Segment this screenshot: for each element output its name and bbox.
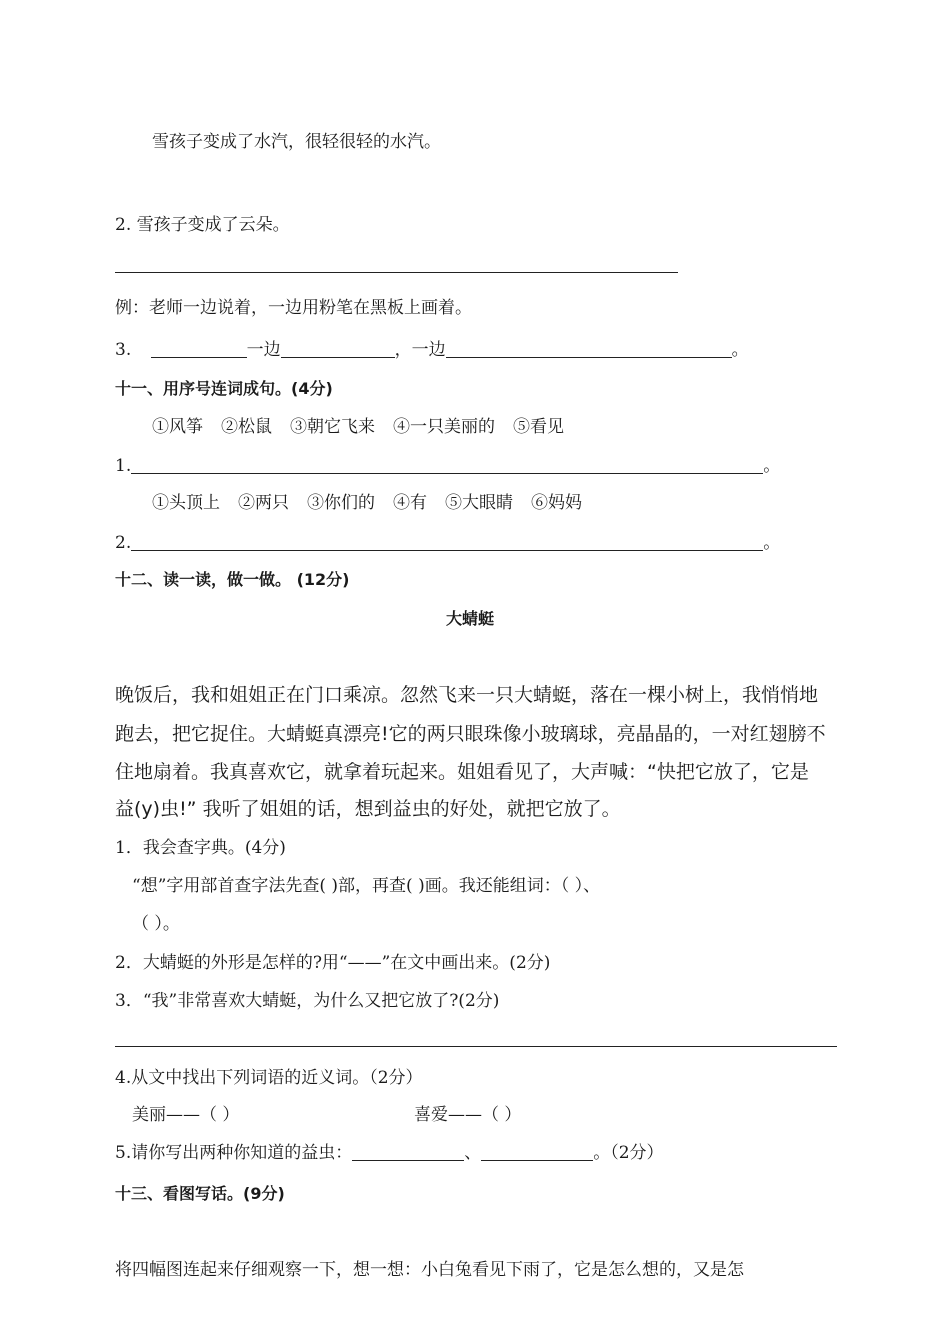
period: 。 <box>763 533 781 553</box>
passage-line: 跑去，把它捉住。大蜻蜓真漂亮!它的两只眼珠像小玻璃球，亮晶晶的，一对红翅膀不 <box>115 723 826 745</box>
section-13-title: 十三、看图写话。(9分) <box>115 1184 285 1203</box>
passage-line: 住地扇着。我真喜欢它，就拿着玩起来。姐姐看见了，大声喊：“快把它放了，它是 <box>115 761 809 783</box>
option: ④有 <box>393 493 427 513</box>
option: ⑥妈妈 <box>531 493 582 513</box>
word-yibian: 一边 <box>246 340 281 360</box>
blank[interactable] <box>131 455 763 474</box>
synonym-item-beautiful: 美丽——（ ） <box>132 1105 240 1125</box>
question-1-line-1: “想”字用部首查字法先查( )部，再查( )画。我还能组词：（ ）、 <box>132 876 601 896</box>
question-5-beneficial-insects <box>115 1142 664 1164</box>
passage-line: 晚饭后，我和姐姐正在门口乘凉。忽然飞来一只大蜻蜓，落在一棵小树上，我悄悄地 <box>115 684 819 706</box>
word-yibian: ，一边 <box>394 340 446 360</box>
sentence-water-vapor: 雪孩子变成了水汽，很轻很轻的水汽。 <box>152 132 441 152</box>
period: 。 <box>731 340 749 360</box>
option: ⑤看见 <box>513 417 564 437</box>
answer-line-2 <box>115 532 780 554</box>
option: ③你们的 <box>307 493 375 513</box>
blank[interactable] <box>151 339 247 358</box>
separator: 、 <box>464 1143 482 1163</box>
option: ①风筝 <box>152 417 203 437</box>
answer-number: 1. <box>115 456 132 476</box>
question-2-appearance: 2．大蜻蜓的外形是怎样的?用“——”在文中画出来。(2分) <box>115 953 551 973</box>
picture-writing-intro: 将四幅图连起来仔细观察一下，想一想：小白兔看见下雨了，它是怎么想的，又是怎 <box>115 1260 744 1280</box>
blank[interactable] <box>446 339 732 358</box>
question-4-synonyms: 4.从文中找出下列词语的近义词。（2分） <box>115 1068 423 1088</box>
word-options-2 <box>152 492 600 514</box>
question-number: 3. <box>115 340 132 360</box>
answer-line-1 <box>115 455 780 477</box>
answer-line[interactable] <box>115 272 678 273</box>
synonym-item-like: 喜爱——（ ） <box>414 1105 522 1125</box>
question-3-fill-in <box>115 339 749 361</box>
option: ④一只美丽的 <box>393 417 495 437</box>
passage-title: 大蜻蜓 <box>446 609 495 628</box>
question-text: 5.请你写出两种你知道的益虫： <box>115 1143 353 1163</box>
blank[interactable] <box>352 1142 464 1161</box>
question-3-why: 3．“我”非常喜欢大蜻蜓，为什么又把它放了?(2分) <box>115 991 500 1011</box>
word-options-1 <box>152 416 582 438</box>
question-1-dictionary: 1．我会查字典。(4分) <box>115 838 286 858</box>
answer-number: 2. <box>115 533 132 553</box>
example-sentence: 例：老师一边说着，一边用粉笔在黑板上画着。 <box>115 298 472 318</box>
score-note: 。（2分） <box>593 1143 664 1163</box>
option: ③朝它飞来 <box>290 417 375 437</box>
section-12-title: 十二、读一读，做一做。 (12分) <box>115 570 350 589</box>
question-1-line-2: （ ）。 <box>132 914 180 934</box>
question-2-clouds: 2. 雪孩子变成了云朵。 <box>115 215 290 235</box>
blank[interactable] <box>131 532 763 551</box>
period: 。 <box>763 456 781 476</box>
blank[interactable] <box>481 1142 593 1161</box>
option: ②松鼠 <box>221 417 272 437</box>
option: ⑤大眼睛 <box>445 493 513 513</box>
option: ①头顶上 <box>152 493 220 513</box>
section-11-title: 十一、用序号连词成句。(4分) <box>115 379 333 398</box>
passage-line: 益(y)虫!” 我听了姐姐的话，想到益虫的好处，就把它放了。 <box>115 798 621 820</box>
option: ②两只 <box>238 493 289 513</box>
blank[interactable] <box>281 339 395 358</box>
answer-line[interactable] <box>115 1046 837 1047</box>
